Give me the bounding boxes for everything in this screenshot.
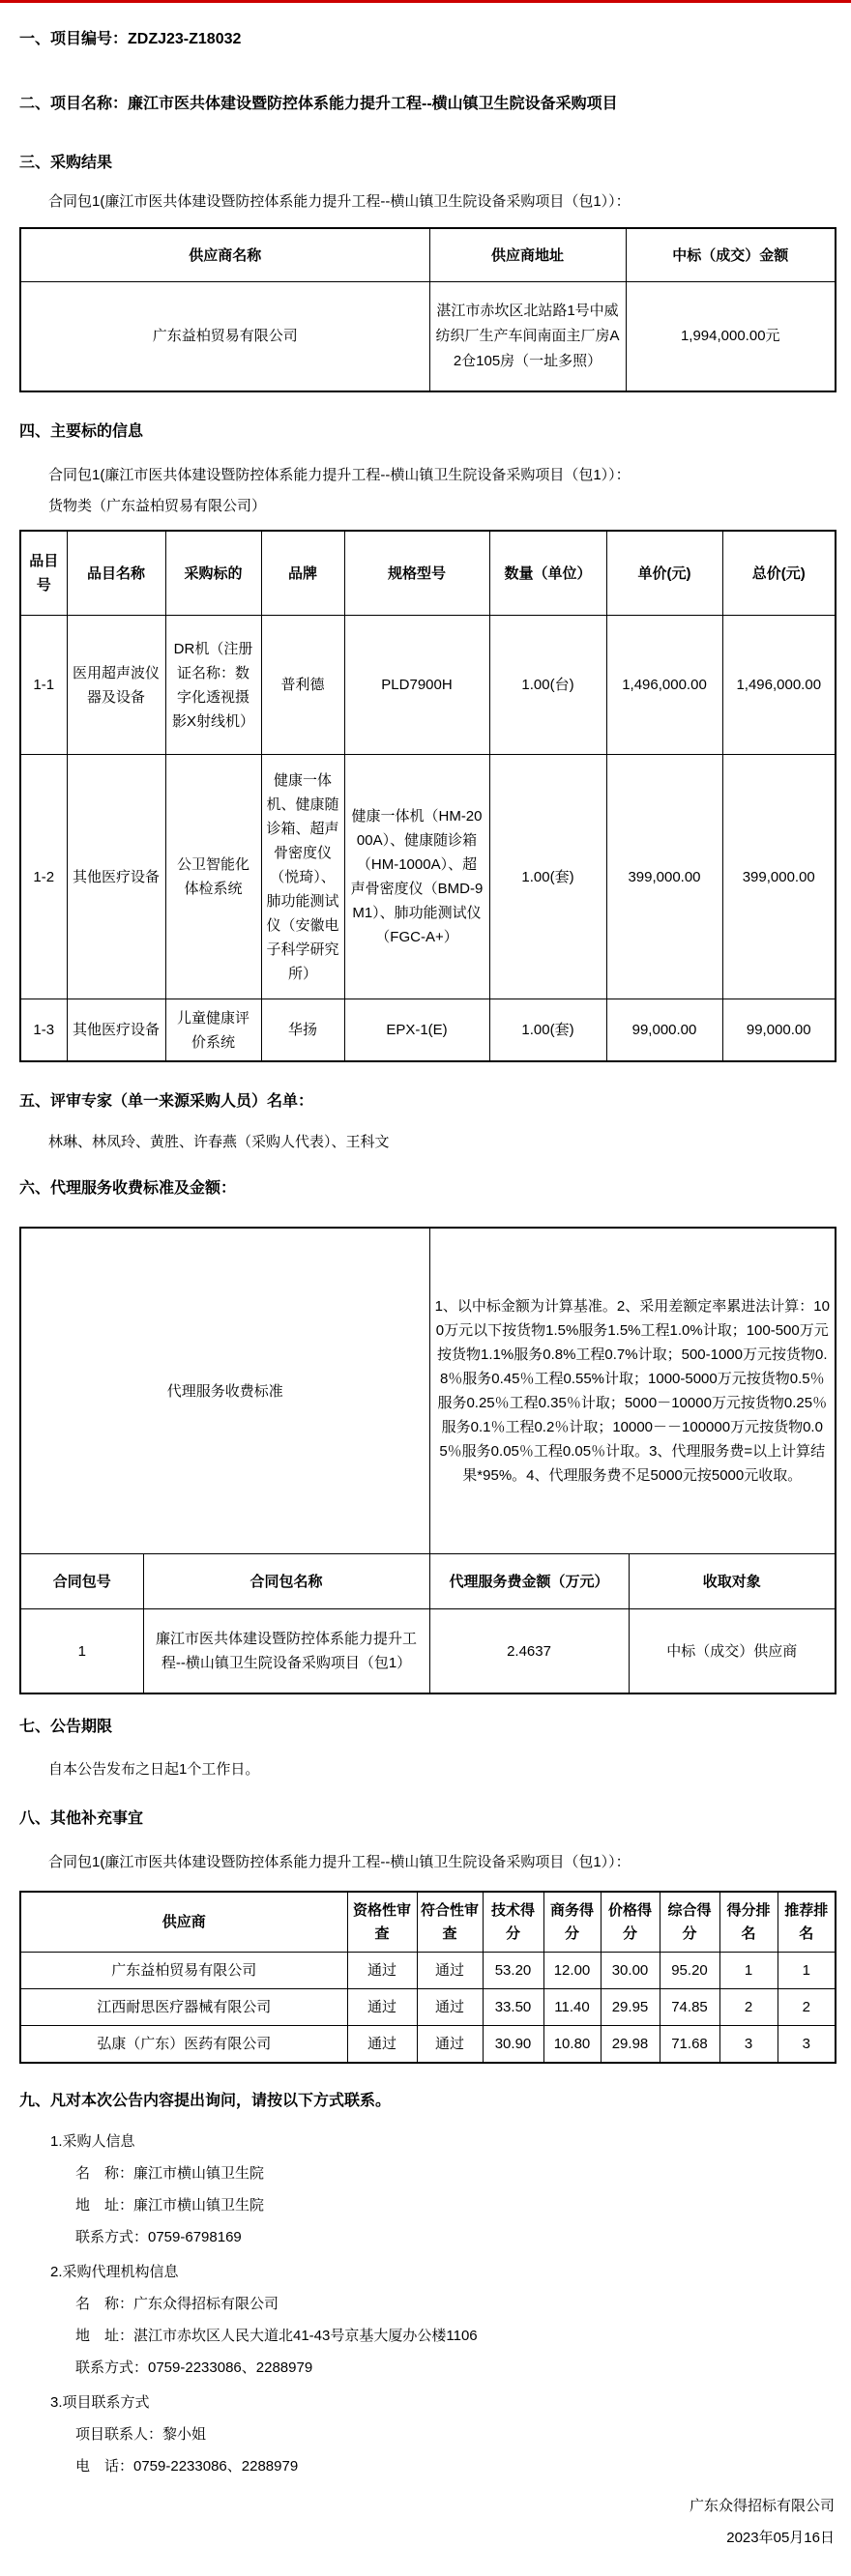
recommend-rank: 2: [778, 1989, 836, 2026]
supplier-address: 湛江市赤坎区北站路1号中威纺织厂生产车间南面主厂房A2仓105房（一址多照）: [429, 282, 626, 392]
item-category: 其他医疗设备: [67, 755, 165, 999]
col-recommend-rank: 推荐排名: [778, 1892, 836, 1953]
item-no: 1-3: [20, 999, 67, 1062]
item-qty: 1.00(套): [489, 755, 606, 999]
col-subject: 采购标的: [165, 531, 261, 616]
table-row: [20, 282, 836, 392]
item-qty: 1.00(台): [489, 616, 606, 755]
package-no: 1: [20, 1609, 143, 1694]
fee-amount: 2.4637: [429, 1609, 629, 1694]
package-line: 合同包1(廉江市医共体建设暨防控体系能力提升工程--横山镇卫生院设备采购项目（包1））：: [48, 1854, 631, 1870]
award-amount: 1,994,000.00元: [626, 282, 836, 392]
table-header-row: [20, 1892, 836, 1953]
table-header-row: [20, 1554, 836, 1609]
col-qty: 数量（单位）: [489, 531, 606, 616]
item-no: 1-1: [20, 616, 67, 755]
buyer-address: 地 址：廉江市横山镇卫生院: [75, 2197, 265, 2214]
tech-score: 33.50: [483, 1989, 543, 2026]
col-item-no: 品目号: [20, 531, 67, 616]
items-table: [19, 530, 836, 1062]
item-total-price: 99,000.00: [722, 999, 836, 1062]
col-price-score: 价格得分: [601, 1892, 660, 1953]
col-item-category: 品目名称: [67, 531, 165, 616]
col-supplier-name: 供应商名称: [20, 228, 429, 282]
item-subject: 公卫智能化体检系统: [165, 755, 261, 999]
supplier: 广东益柏贸易有限公司: [20, 1953, 347, 1989]
table-row: [20, 999, 836, 1062]
col-conformity-review: 符合性审查: [417, 1892, 483, 1953]
business-score: 11.40: [543, 1989, 601, 2026]
recommend-rank: 3: [778, 2026, 836, 2064]
item-model: EPX-1(E): [344, 999, 489, 1062]
section-4-heading: 四、主要标的信息: [19, 423, 144, 440]
score-rank: 1: [719, 1953, 778, 1989]
footer-date: 2023年05月16日: [726, 2530, 835, 2546]
buyer-name: 名 称：廉江市横山镇卫生院: [75, 2165, 265, 2182]
footer-company: 广东众得招标有限公司: [689, 2498, 835, 2514]
item-total-price: 1,496,000.00: [722, 616, 836, 755]
total-score: 74.85: [660, 1989, 719, 2026]
section-5-heading: 五、评审专家（单一来源采购人员）名单：: [19, 1093, 314, 1110]
table-row: [20, 1609, 836, 1694]
table-row: [20, 1953, 836, 1989]
col-qualification-review: 资格性审查: [347, 1892, 417, 1953]
section-7-heading: 七、公告期限: [19, 1719, 113, 1735]
fee-standard-text: 1、以中标金额为计算基准。2、采用差额定率累进法计算：100万元以下按货物1.5%服务1.5%工程1.0%计取；100-500万元按货物1.1%服务0.8%工程0.7%计取；500-1000万元按货物0.8％服务0.45％工程0.55%计取；1000-5000万元按货物0.5％服务0.25％工程0.35％计取；5000－10000万元按货物0.25％服务0.1％工程0.2％计取；10000－－100000万元按货物0.05％服务0.05％工程0.05％计取。3、代理服务费=以上计算结果*95%。4、代理服务费不足5000元按5000元收取。: [429, 1228, 836, 1554]
item-qty: 1.00(套): [489, 999, 606, 1062]
agency-name: 名 称：广东众得招标有限公司: [75, 2296, 279, 2312]
procurement-result-table: [19, 227, 836, 392]
col-brand: 品牌: [261, 531, 344, 616]
payer: 中标（成交）供应商: [629, 1609, 836, 1694]
total-score: 95.20: [660, 1953, 719, 1989]
top-accent-line: [0, 0, 851, 3]
section-6-heading: 六、代理服务收费标准及金额：: [19, 1180, 237, 1197]
col-supplier: 供应商: [20, 1892, 347, 1953]
col-total-price: 总价(元): [722, 531, 836, 616]
item-brand: 普利德: [261, 616, 344, 755]
qualification: 通过: [347, 1953, 417, 1989]
announcement-document: [0, 29, 851, 2576]
fee-standard-row: [20, 1228, 836, 1554]
item-unit-price: 99,000.00: [606, 999, 722, 1062]
col-package-no: 合同包号: [20, 1554, 143, 1609]
package-line: 合同包1(廉江市医共体建设暨防控体系能力提升工程--横山镇卫生院设备采购项目（包1））：: [48, 193, 631, 210]
table-row: [20, 2026, 836, 2064]
project-contact-title: 3.项目联系方式: [50, 2394, 150, 2411]
table-row: [20, 1989, 836, 2026]
col-payer: 收取对象: [629, 1554, 836, 1609]
col-fee-amount: 代理服务费金额（万元）: [429, 1554, 629, 1609]
price-score: 30.00: [601, 1953, 660, 1989]
item-category: 其他医疗设备: [67, 999, 165, 1062]
score-rank: 2: [719, 1989, 778, 2026]
item-model: PLD7900H: [344, 616, 489, 755]
recommend-rank: 1: [778, 1953, 836, 1989]
table-row: [20, 616, 836, 755]
section-3-heading: 三、采购结果: [19, 155, 113, 171]
col-supplier-address: 供应商地址: [429, 228, 626, 282]
table-row: [20, 755, 836, 999]
price-score: 29.95: [601, 1989, 660, 2026]
tech-score: 53.20: [483, 1953, 543, 1989]
supplier-name: 广东益柏贸易有限公司: [20, 282, 429, 392]
agency-info-title: 2.采购代理机构信息: [50, 2264, 179, 2280]
business-score: 10.80: [543, 2026, 601, 2064]
item-brand: 华扬: [261, 999, 344, 1062]
conformity: 通过: [417, 1953, 483, 1989]
item-subject: DR机（注册证名称：数字化透视摄影X射线机）: [165, 616, 261, 755]
section-2-heading: 二、项目名称：廉江市医共体建设暨防控体系能力提升工程--横山镇卫生院设备采购项目: [19, 96, 618, 112]
item-subject: 儿童健康评价系统: [165, 999, 261, 1062]
col-unit-price: 单价(元): [606, 531, 722, 616]
agency-address: 地 址：湛江市赤坎区人民大道北41-43号京基大厦办公楼1106: [75, 2328, 478, 2344]
col-package-name: 合同包名称: [143, 1554, 429, 1609]
section-9-heading: 九、凡对本次公告内容提出询问，请按以下方式联系。: [19, 2093, 392, 2109]
agency-contact: 联系方式：0759-2233086、2288979: [75, 2359, 313, 2376]
col-award-amount: 中标（成交）金额: [626, 228, 836, 282]
item-no: 1-2: [20, 755, 67, 999]
item-unit-price: 1,496,000.00: [606, 616, 722, 755]
total-score: 71.68: [660, 2026, 719, 2064]
business-score: 12.00: [543, 1953, 601, 1989]
supplier: 江西耐思医疗器械有限公司: [20, 1989, 347, 2026]
conformity: 通过: [417, 1989, 483, 2026]
qualification: 通过: [347, 2026, 417, 2064]
buyer-info-title: 1.采购人信息: [50, 2133, 135, 2150]
agency-fee-table: [19, 1227, 836, 1694]
section-8-heading: 八、其他补充事宜: [19, 1810, 144, 1827]
item-category: 医用超声波仪器及设备: [67, 616, 165, 755]
tech-score: 30.90: [483, 2026, 543, 2064]
qualification: 通过: [347, 1989, 417, 2026]
col-tech-score: 技术得分: [483, 1892, 543, 1953]
project-contact-phone: 电 话：0759-2233086、2288979: [75, 2458, 299, 2475]
expert-names: 林琳、林凤玲、黄胜、许春燕（采购人代表）、王科文: [48, 1134, 390, 1150]
table-header-row: [20, 531, 836, 616]
score-table: [19, 1891, 836, 2064]
item-model: 健康一体机（HM-2000A）、健康随诊箱（HM-1000A）、超声骨密度仪（BMD-9M1）、肺功能测试仪（FGC-A+）: [344, 755, 489, 999]
col-score-rank: 得分排名: [719, 1892, 778, 1953]
category-line: 货物类（广东益柏贸易有限公司）: [48, 498, 267, 514]
notice-period: 自本公告发布之日起1个工作日。: [48, 1761, 260, 1778]
buyer-contact: 联系方式：0759-6798169: [75, 2229, 242, 2245]
project-contact-person: 项目联系人：黎小姐: [75, 2426, 207, 2443]
item-unit-price: 399,000.00: [606, 755, 722, 999]
col-business-score: 商务得分: [543, 1892, 601, 1953]
conformity: 通过: [417, 2026, 483, 2064]
item-total-price: 399,000.00: [722, 755, 836, 999]
score-rank: 3: [719, 2026, 778, 2064]
supplier: 弘康（广东）医药有限公司: [20, 2026, 347, 2064]
col-model: 规格型号: [344, 531, 489, 616]
package-name: 廉江市医共体建设暨防控体系能力提升工程--横山镇卫生院设备采购项目（包1）: [143, 1609, 429, 1694]
col-total-score: 综合得分: [660, 1892, 719, 1953]
price-score: 29.98: [601, 2026, 660, 2064]
package-line: 合同包1(廉江市医共体建设暨防控体系能力提升工程--横山镇卫生院设备采购项目（包1））：: [48, 467, 631, 483]
item-brand: 健康一体机、健康随诊箱、超声骨密度仪（悦琦）、肺功能测试仪（安徽电子科学研究所）: [261, 755, 344, 999]
fee-standard-label: 代理服务收费标准: [20, 1228, 429, 1554]
section-1-heading: 一、项目编号：ZDZJ23-Z18032: [19, 31, 242, 47]
table-header-row: [20, 228, 836, 282]
